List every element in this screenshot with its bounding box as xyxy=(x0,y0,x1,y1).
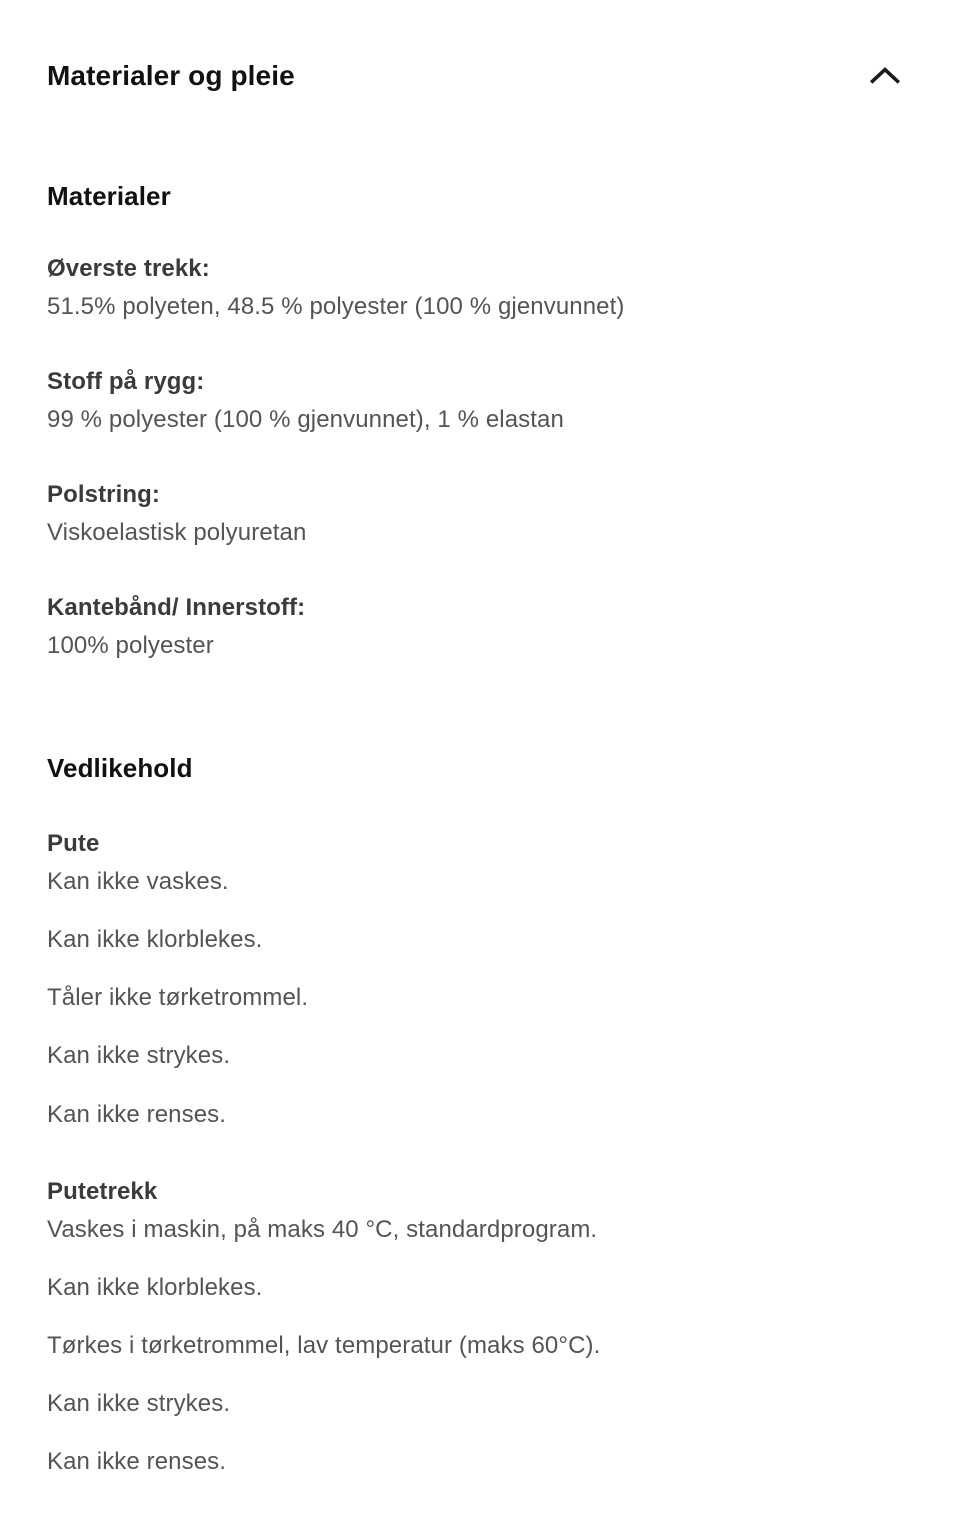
care-group-title: Putetrekk xyxy=(47,1177,158,1205)
material-label: Kantebånd/ Innerstoff: xyxy=(47,594,306,622)
care-section xyxy=(47,752,911,1480)
care-line: Kan ikke renses. xyxy=(47,1100,227,1128)
care-group-putetrekk xyxy=(47,1176,911,1480)
care-line: Kan ikke renses. xyxy=(47,1448,227,1476)
material-item xyxy=(47,479,911,550)
care-line: Kan ikke klorblekes. xyxy=(47,1273,263,1301)
accordion-panel-content xyxy=(0,150,958,1479)
materials-section-heading: Materialer xyxy=(47,181,171,211)
care-line: Kan ikke klorblekes. xyxy=(47,926,263,954)
accordion-header-materials-and-care[interactable] xyxy=(0,0,958,150)
care-line-list xyxy=(47,1213,911,1479)
accordion-toggle-button[interactable] xyxy=(863,53,907,97)
care-line: Kan ikke strykes. xyxy=(47,1390,231,1418)
care-line: Kan ikke vaskes. xyxy=(47,868,229,896)
material-item xyxy=(47,253,911,324)
page-title: Materialer og pleie xyxy=(47,60,295,92)
material-label: Polstring: xyxy=(47,481,160,509)
material-value: Viskoelastisk polyuretan xyxy=(47,519,307,547)
care-group-title: Pute xyxy=(47,830,100,858)
material-value: 51.5% polyeten, 48.5 % polyester (100 % gjenvunnet) xyxy=(47,292,625,320)
care-section-heading: Vedlikehold xyxy=(47,752,193,783)
chevron-up-icon xyxy=(870,66,900,84)
material-item xyxy=(47,366,911,437)
care-group-pute xyxy=(47,828,911,1132)
materials-heading-wrap xyxy=(47,150,911,213)
care-line: Vaskes i maskin, på maks 40 °C, standardprogram. xyxy=(47,1215,598,1243)
material-item xyxy=(47,592,911,663)
care-line: Tørkes i tørketrommel, lav temperatur (maks 60°C). xyxy=(47,1331,601,1359)
care-heading-wrap xyxy=(47,752,911,785)
care-line: Kan ikke strykes. xyxy=(47,1042,231,1070)
material-value: 100% polyester xyxy=(47,632,214,660)
care-line-list xyxy=(47,865,911,1131)
material-label: Øverste trekk: xyxy=(47,254,210,282)
materials-section xyxy=(47,150,911,664)
material-value: 99 % polyester (100 % gjenvunnet), 1 % elastan xyxy=(47,405,564,433)
materials-list xyxy=(47,253,911,664)
material-label: Stoff på rygg: xyxy=(47,367,205,395)
care-line: Tåler ikke tørketrommel. xyxy=(47,984,309,1012)
